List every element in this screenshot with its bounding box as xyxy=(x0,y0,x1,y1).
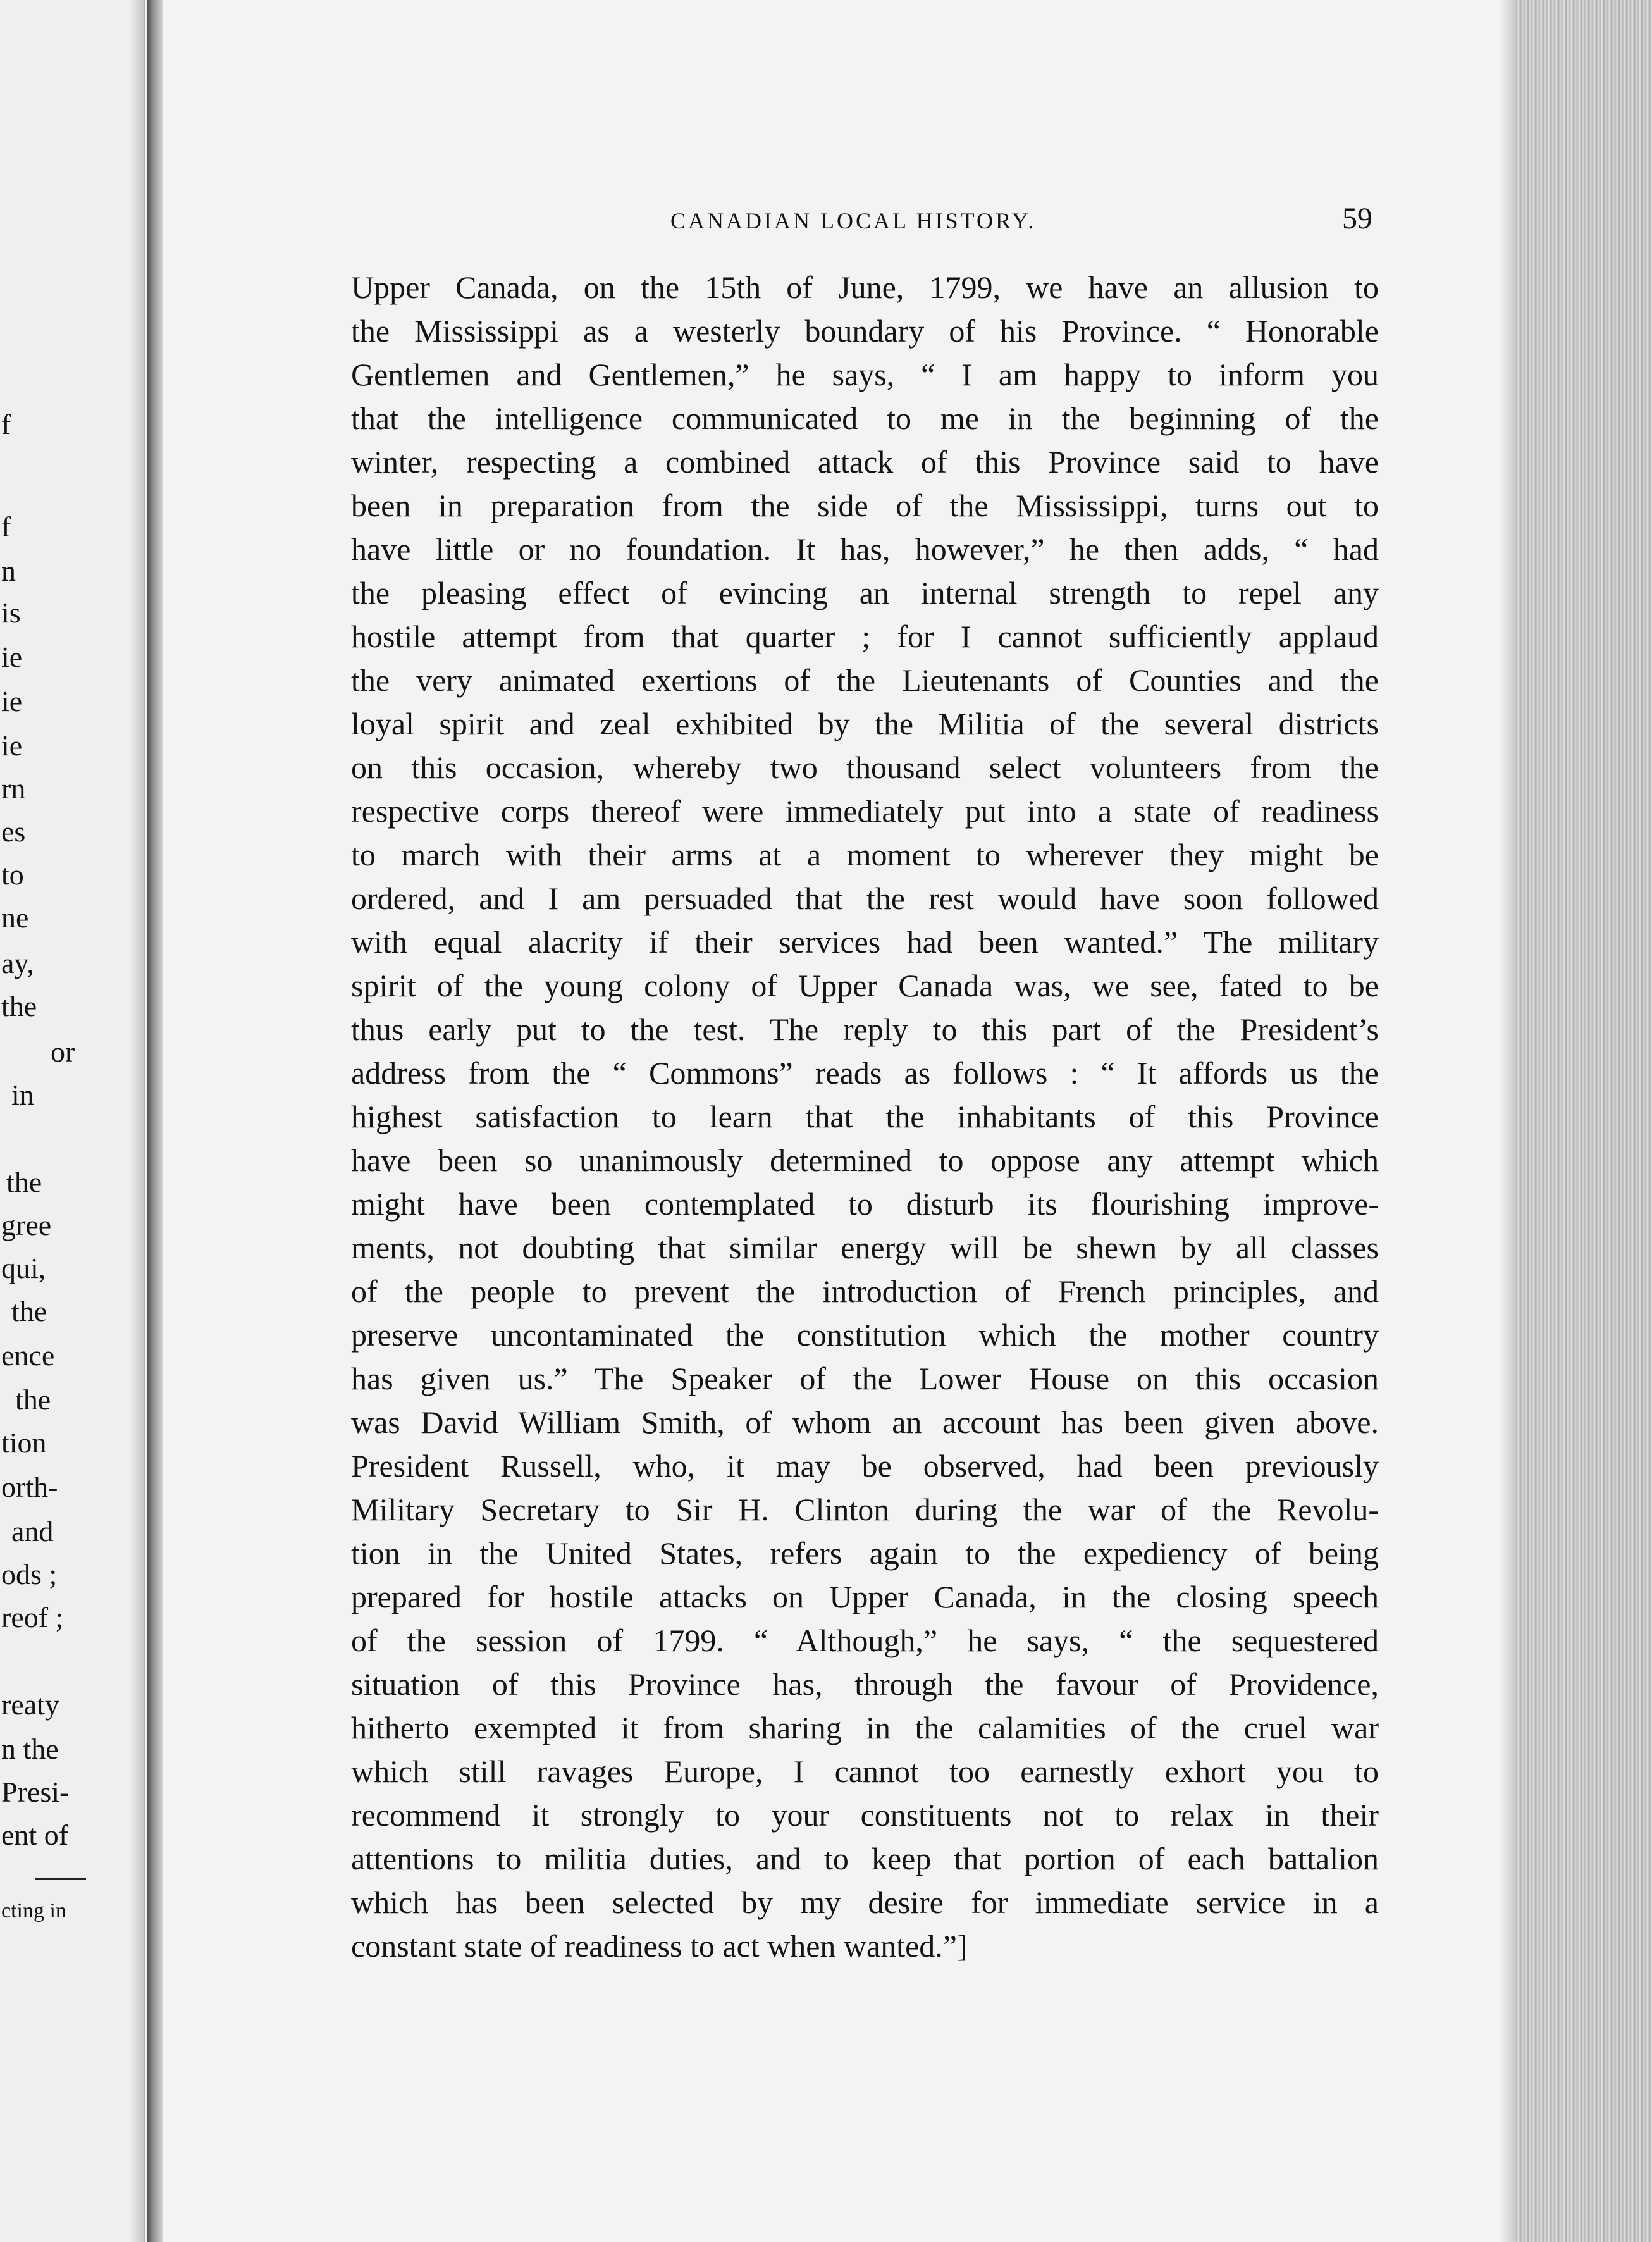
text-line: winter, respecting a combined attack of this Province said to have xyxy=(351,444,1379,480)
left-fragment: the xyxy=(6,1166,42,1198)
left-fragment: ie xyxy=(1,641,23,673)
text-line: Upper Canada, on the 15th of June, 1799, we have an allusion to xyxy=(351,269,1379,305)
text-line: which has been selected by my desire for immediate service in a xyxy=(351,1885,1379,1920)
left-fragment: the xyxy=(11,1295,47,1327)
text-line: of the session of 1799. “ Although,” he says, “ the sequestered xyxy=(351,1623,1379,1658)
running-head: CANADIAN LOCAL HISTORY. xyxy=(670,208,1037,233)
left-fragment: rn xyxy=(1,772,26,805)
footnote-rule xyxy=(35,1878,86,1880)
text-line: might have been contemplated to disturb its flourishing improve- xyxy=(351,1186,1379,1222)
left-fragment: orth- xyxy=(1,1471,58,1503)
text-line: loyal spirit and zeal exhibited by the Militia of the several districts xyxy=(351,706,1379,741)
left-fragment: qui, xyxy=(1,1252,46,1284)
left-fragment: n the xyxy=(1,1733,59,1765)
text-line: preserve uncontaminated the constitution which the mother country xyxy=(351,1317,1379,1353)
left-fragment: ods ; xyxy=(1,1558,58,1590)
text-line: have been so unanimously determined to oppose any attempt which xyxy=(351,1143,1379,1178)
text-line: President Russell, who, it may be observed, had been previously xyxy=(351,1448,1379,1483)
text-line: ments, not doubting that similar energy will be shewn by all classes xyxy=(351,1230,1379,1265)
left-fragment: the xyxy=(1,990,37,1022)
text-line: that the intelligence communicated to me in the beginning of the xyxy=(351,400,1379,436)
left-fragment: tion xyxy=(1,1427,47,1459)
text-line: hitherto exempted it from sharing in the calamities of the cruel war xyxy=(351,1710,1379,1745)
text-line: of the people to prevent the introduction of French principles, and xyxy=(351,1273,1379,1309)
left-fragment: the xyxy=(15,1384,51,1416)
left-fragment: n xyxy=(1,555,16,587)
text-line: which still ravages Europe, I cannot too earnestly exhort you to xyxy=(351,1754,1379,1789)
left-fragment: cting in xyxy=(1,1899,66,1923)
text-line: highest satisfaction to learn that the inhabitants of this Province xyxy=(351,1099,1379,1134)
left-fragment: ne xyxy=(1,901,29,934)
left-fragment: reaty xyxy=(1,1688,59,1721)
text-line: recommend it strongly to your constituents not to relax in their xyxy=(351,1797,1379,1833)
left-fragment: ay, xyxy=(1,947,34,979)
left-fragment: f xyxy=(1,408,11,440)
body-text xyxy=(351,266,1379,1968)
text-line: with equal alacrity if their services had been wanted.” The military xyxy=(351,924,1379,960)
text-line: respective corps thereof were immediately put into a state of readiness xyxy=(351,793,1379,829)
text-line: Gentlemen and Gentlemen,” he says, “ I am happy to inform you xyxy=(351,357,1379,392)
text-line: the pleasing effect of evincing an internal strength to repel any xyxy=(351,575,1379,610)
left-fragment: to xyxy=(1,858,24,891)
left-fragment: ence xyxy=(1,1339,55,1372)
left-fragment: reof ; xyxy=(1,1601,64,1633)
left-fragment: ie xyxy=(1,685,23,717)
text-line: address from the “ Commons” reads as follows : “ It affords us the xyxy=(351,1055,1379,1091)
text-line: thus early put to the test. The reply to this part of the President’s xyxy=(351,1012,1379,1047)
text-line: have little or no foundation. It has, however,” he then adds, “ had xyxy=(351,531,1379,567)
stacked-page-edges xyxy=(1515,0,1652,2242)
text-line: been in preparation from the side of the Mississippi, turns out to xyxy=(351,488,1379,523)
left-fragment: is xyxy=(1,597,21,629)
text-line: the very animated exertions of the Lieutenants of Counties and the xyxy=(351,662,1379,698)
page-header xyxy=(351,201,1372,239)
text-line: the Mississippi as a westerly boundary of his Province. “ Honorable xyxy=(351,313,1379,349)
text-line: was David William Smith, of whom an account has been given above. xyxy=(351,1404,1379,1440)
left-page-fragment xyxy=(0,0,145,2242)
text-line: constant state of readiness to act when wanted.”] xyxy=(351,1928,968,1964)
page-number: 59 xyxy=(1342,202,1372,235)
left-fragment: f xyxy=(1,511,11,543)
left-fragment: in xyxy=(11,1079,34,1111)
text-line: prepared for hostile attacks on Upper Canada, in the closing speech xyxy=(351,1579,1379,1614)
text-line: attentions to militia duties, and to keep that portion of each battalion xyxy=(351,1841,1379,1876)
left-fragment: ent of xyxy=(1,1819,69,1851)
book-gutter xyxy=(147,0,163,2242)
text-line: ordered, and I am persuaded that the rest would have soon followed xyxy=(351,881,1379,916)
left-fragment: gree xyxy=(1,1209,52,1241)
text-line: has given us.” The Speaker of the Lower House on this occasion xyxy=(351,1361,1379,1396)
left-fragment: ie xyxy=(1,729,23,762)
left-fragment: or xyxy=(51,1036,75,1068)
text-line: on this occasion, whereby two thousand select volunteers from the xyxy=(351,750,1379,785)
text-line: Military Secretary to Sir H. Clinton during the war of the Revolu- xyxy=(351,1492,1379,1527)
text-line: situation of this Province has, through the favour of Providence, xyxy=(351,1666,1379,1702)
left-fragment: Presi- xyxy=(1,1776,70,1808)
left-fragment: and xyxy=(11,1515,54,1547)
left-fragment: es xyxy=(1,815,26,848)
text-line: to march with their arms at a moment to wherever they might be xyxy=(351,837,1379,872)
text-line: spirit of the young colony of Upper Canada was, we see, fated to be xyxy=(351,968,1379,1003)
text-line: hostile attempt from that quarter ; for I cannot sufficiently applaud xyxy=(351,619,1379,654)
text-line: tion in the United States, refers again to the expediency of being xyxy=(351,1535,1379,1571)
